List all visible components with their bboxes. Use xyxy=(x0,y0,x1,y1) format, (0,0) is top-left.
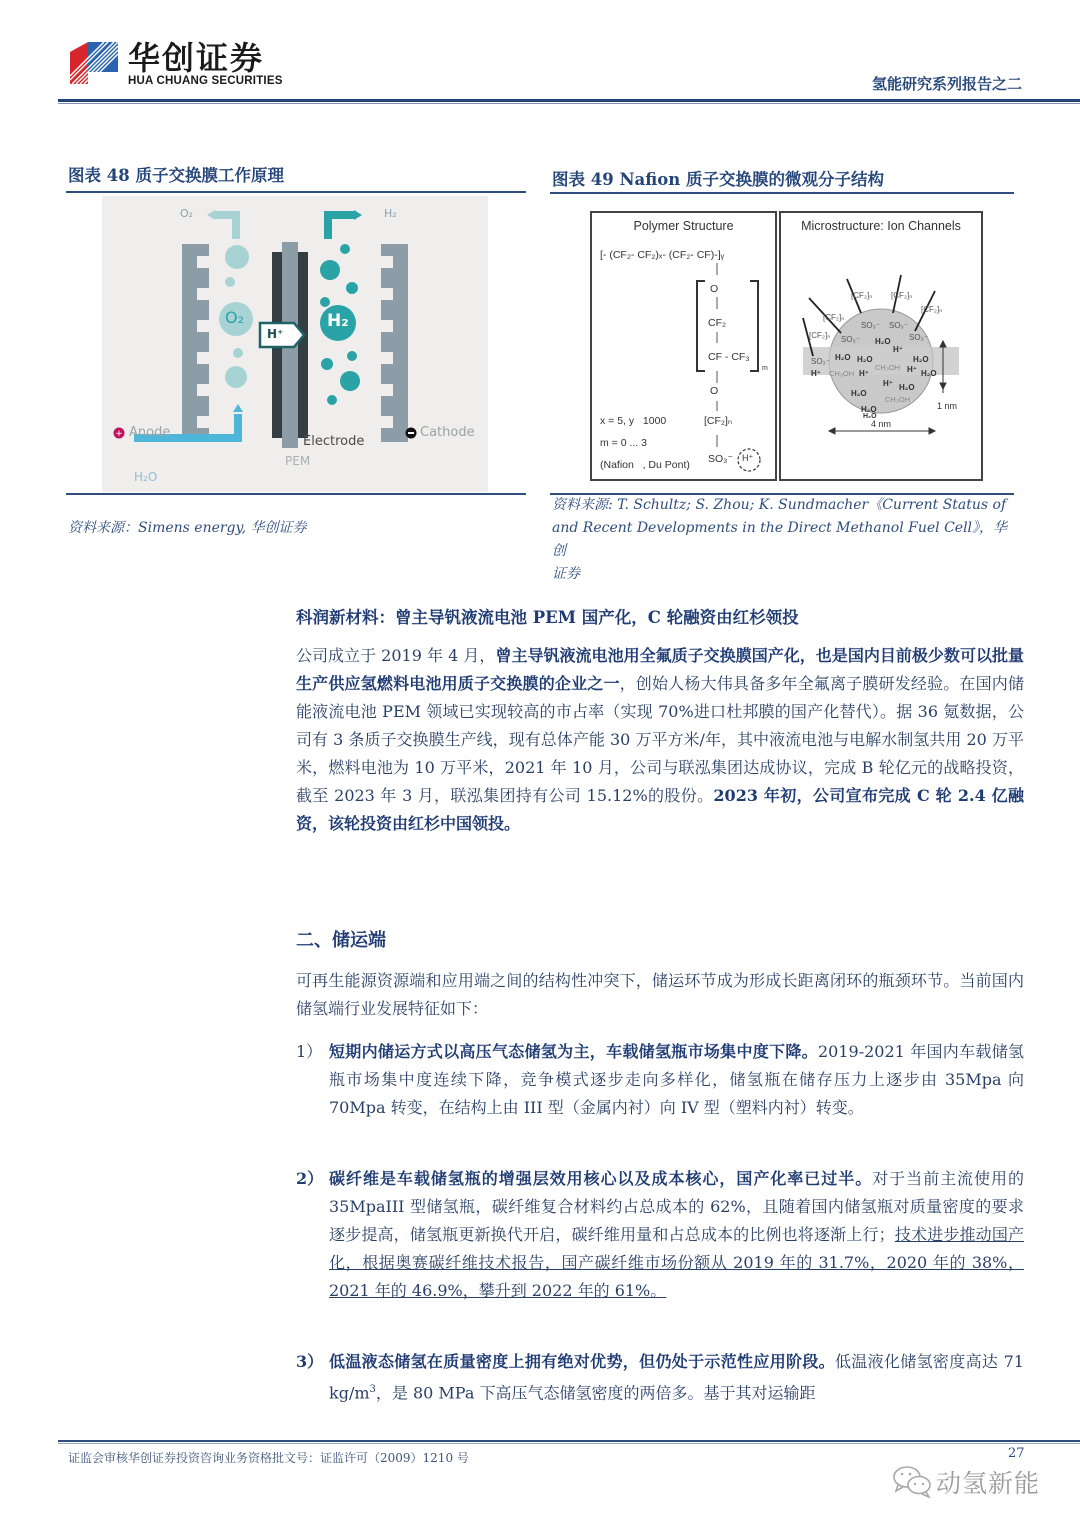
inner-label: H₂O xyxy=(913,355,929,364)
source-line: 资料来源: T. Schultz; S. Zhou; K. Sundmacher《Current Status of xyxy=(552,497,1007,513)
figure-49-top-rule xyxy=(550,192,1014,194)
list-item-number: 3） xyxy=(296,1352,324,1371)
inner-label: H₂O xyxy=(861,405,877,414)
inner-label: H⁺ xyxy=(883,379,893,388)
proton-label: H⁺ xyxy=(267,327,284,341)
inner-label: H⁺ xyxy=(907,365,917,374)
chain-label-4: [CF₂]ₙ xyxy=(823,313,845,322)
water-label: H₂O xyxy=(134,470,158,484)
svg-text:+: + xyxy=(115,429,123,439)
chain-cf-cf3: CF - CF₃ xyxy=(708,351,750,363)
pem-diagram-graphic xyxy=(102,196,488,492)
o2-bubble-label: O₂ xyxy=(225,308,245,327)
report-series-title: 氢能研究系列报告之二 xyxy=(871,75,1022,93)
figure-49-source xyxy=(552,494,1017,586)
inner-label: H⁺ xyxy=(811,369,821,378)
cathode-label: Cathode xyxy=(420,425,475,440)
inner-label: CH₃OH xyxy=(829,369,855,378)
inner-label: CH₃OH xyxy=(875,363,901,372)
list-item-underlined: 技术进步推动国产化，根据奥赛碳纤维技术报告，国产碳纤维市场份额从 2019 年的 31.7%，2020 年的 38%，2021 年的 46.9%，攀升到 2022 年的 61%。 xyxy=(329,1225,1024,1300)
width-label: 4 nm xyxy=(871,419,892,429)
chain-label-3: [CF₂]ₙ xyxy=(921,305,943,314)
list-item-bold: 短期内储运方式以高压气态储氢为主，车载储氢瓶市场集中度下降。 xyxy=(329,1042,818,1061)
inner-label: H₂O xyxy=(857,355,873,364)
so3-label-4: SO₃⁻ xyxy=(841,335,861,344)
header-divider-thin xyxy=(58,103,1080,104)
chain-cf2-n: [CF₂]ₙ xyxy=(704,415,733,427)
wechat-icon xyxy=(892,1464,934,1498)
chain-o-1: O xyxy=(710,283,719,295)
so3-label-5: SO₃⁻ xyxy=(811,357,831,366)
license-statement: 证监会审核华创证券投资咨询业务资格批文号：证监许可（2009）1210 号 xyxy=(68,1451,469,1465)
kerun-text-bold-1: 曾主导钒液流电池用全氟质子交换膜国产化，也是国内目前极少数可以批量生产供应氢燃料电池用质子交换膜的企业之一 xyxy=(296,646,1024,693)
figure-48-title: 图表 48 质子交换膜工作原理 xyxy=(68,166,284,185)
footer-divider xyxy=(58,1440,1080,1442)
list-item-text: 对于当前主流使用的 35MpaIII 型储氢瓶，碳纤维复合材料约占总成本的 62%，且随着国内储氢瓶对质量密度的要求逐步提高，储氢瓶更新换代开启，碳纤维用量和占总成本的比例也将逐渐上行； xyxy=(329,1169,1024,1244)
pem-working-principle-diagram xyxy=(102,196,488,492)
ion-channels-heading: Microstructure: Ion Channels xyxy=(801,219,961,233)
inner-label: H⁺ xyxy=(893,345,903,354)
list-item xyxy=(296,1165,1024,1305)
height-label: 1 nm xyxy=(937,401,958,411)
inner-label: H₂O xyxy=(835,353,851,362)
logo-chinese-name: 华创证券 xyxy=(128,39,265,77)
chain-so3: SO₃⁻ xyxy=(708,453,733,465)
chain-label-2: [CF₂]ₙ xyxy=(891,291,913,300)
company-logo xyxy=(70,38,283,88)
source-line: and Recent Developments in the Direct Methanol Fuel Cell》，华创 xyxy=(552,520,1008,559)
logo-english-name: HUA CHUANG SECURITIES xyxy=(128,75,283,87)
chain-label-5: [CF₂]ₙ xyxy=(809,331,831,340)
kerun-section-heading: 科润新材料：曾主导钒液流电池 PEM 国产化，C 轮融资由红杉领投 xyxy=(296,608,799,627)
kerun-text-c: ，创始人杨大伟具备多年全氟离子膜研发经验。在国内储能液流电池 PEM 领域已实现较高的市占率（实现 70%进口杜邦膜的国产化替代）。据 36 氪数据，公司有 3 条质子交换膜生产线，现有总体产能 30 万平方米/年，其中液流电池与电解水制氢共用 20 万平米，燃料电池为 10 万平米，2021 年 10 月，公司与联泓集团达成协议，完成 B 轮亿元的战略投资，截至 2023 年 3 月，联泓集团持有公司 15.12%的股份。 xyxy=(296,674,1024,805)
list-item xyxy=(296,1348,1024,1407)
list-item xyxy=(296,1038,1024,1122)
inner-label: H₂O xyxy=(851,389,867,398)
inner-label: H⁺ xyxy=(859,369,869,378)
figure-48-source: 资料来源：Simens energy, 华创证券 xyxy=(68,520,307,536)
inner-label: CH₃OH xyxy=(885,395,911,404)
so3-label-2: SO₃⁻ xyxy=(889,321,909,330)
pem-label: PEM xyxy=(285,454,311,468)
ion-channels-panel xyxy=(779,211,983,481)
h2-outlet-label: H₂ xyxy=(384,207,397,220)
storage-section-heading: 二、储运端 xyxy=(296,930,386,951)
ion-channel-graphic xyxy=(781,213,981,479)
list-item-number: 2） xyxy=(296,1169,324,1188)
list-item-text: 低温液化储氢密度高达 71 kg/m xyxy=(329,1352,1024,1403)
kerun-text-a: 公司成立于 2019 年 4 月， xyxy=(296,646,496,665)
polymer-structure-heading: Polymer Structure xyxy=(633,219,734,233)
electrode-label: Electrode xyxy=(303,434,365,449)
header-divider xyxy=(58,99,1080,102)
chain-cf2: CF₂ xyxy=(708,317,727,329)
note-m: m = 0 ... 3 xyxy=(600,437,647,449)
list-item-bold: 碳纤维是车载储氢瓶的增强层效用核心以及成本核心，国产化率已过半。 xyxy=(329,1169,873,1188)
wechat-watermark xyxy=(892,1462,1062,1502)
chain-label-1: [CF₂]ₙ xyxy=(851,291,873,300)
anode-plate xyxy=(182,244,209,442)
polymer-structure-panel xyxy=(590,211,777,481)
inner-label: H₂O xyxy=(863,413,877,420)
electrode-right xyxy=(298,252,308,438)
superscript: 3 xyxy=(369,1384,376,1395)
inner-label: H₂O xyxy=(875,337,891,346)
note-xy: x = 5, y 1000 xyxy=(600,415,667,427)
cathode-plate xyxy=(381,244,408,442)
o2-outlet-arrow-icon xyxy=(207,210,240,239)
source-line: 证券 xyxy=(552,566,580,582)
so3-label-1: SO₃⁻ xyxy=(861,321,881,330)
logo-mark-icon xyxy=(70,38,120,86)
list-item-text: 2019-2021 年国内车载储氢瓶市场集中度连续下降，竞争模式逐步走向多样化，储氢瓶在储存压力上逐步由 35Mpa 向 70Mpa 转变，在结构上由 III 型（金属内衬）向 IV 型（塑料内衬）转变。 xyxy=(329,1042,1024,1117)
o2-outlet-label: O₂ xyxy=(180,207,194,220)
inner-label: H₂O xyxy=(899,383,915,392)
inner-label: H₂O xyxy=(921,369,937,378)
kerun-paragraph xyxy=(296,642,1024,838)
h2-outlet-arrow-icon xyxy=(324,210,362,239)
page-number: 27 xyxy=(1008,1446,1025,1461)
polymer-formula: [- (CF₂- CF₂)ₓ- (CF₂- CF)-]ᵧ xyxy=(600,249,725,261)
list-item-text-cont: ，是 80 MPa 下高压气态储氢密度的两倍多。基于其对运输距 xyxy=(375,1383,816,1403)
note-nafion: (Nafion , Du Pont) xyxy=(600,459,690,471)
storage-intro: 可再生能源资源端和应用端之间的结构性冲突下，储运环节成为形成长距离闭环的瓶颈环节。当前国内储氢端行业发展特征如下： xyxy=(296,971,1024,1018)
kerun-text-bold-2: 2023 年初，公司宣布完成 C 轮 2.4 亿融资，该轮投资由红杉中国领投。 xyxy=(296,786,1024,833)
proton-label: H⁺ xyxy=(742,453,754,463)
so3-label-3: SO₃⁻ xyxy=(909,333,929,342)
figure-49-title: 图表 49 Nafion 质子交换膜的微观分子结构 xyxy=(552,170,884,189)
watermark-text: 动氢新能 xyxy=(936,1469,1041,1498)
figure-48-bottom-rule xyxy=(66,493,526,495)
repeat-subscript: m xyxy=(762,365,768,372)
chain-o-2: O xyxy=(710,385,719,397)
footer-divider-thin xyxy=(58,1443,1080,1444)
list-item-bold: 低温液态储氢在质量密度上拥有绝对优势，但仍处于示范性应用阶段。 xyxy=(329,1352,835,1371)
anode-label: Anode xyxy=(129,425,171,440)
h2-bubble-label: H₂ xyxy=(327,311,349,331)
figure-48-top-rule xyxy=(66,191,526,193)
list-item-number: 1） xyxy=(296,1042,323,1061)
